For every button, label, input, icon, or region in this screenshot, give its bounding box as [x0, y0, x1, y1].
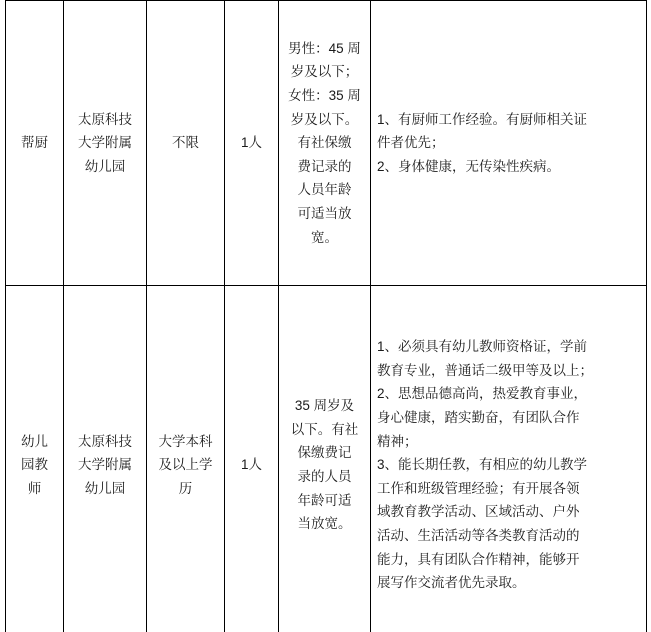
- cell-post: [6, 1, 64, 286]
- cell-post: [6, 286, 64, 632]
- cell-unit-line: 幼儿园: [84, 158, 126, 174]
- cell-number-line: 1人: [240, 457, 262, 473]
- cell-requirements-line: 1、有厨师工作经验。有厨师相关证: [377, 111, 588, 127]
- cell-requirements-line: 1、必须具有幼儿教师资格证，学前: [377, 339, 588, 355]
- cell-age-line: 岁及以下。: [290, 111, 359, 127]
- cell-age: [279, 1, 371, 286]
- cell-education-line: 历: [178, 480, 193, 496]
- cell-requirements-line: 件者优先；: [377, 135, 445, 151]
- cell-requirements-line: 工作和班级管理经验；有开展各领: [377, 480, 580, 496]
- cell-age: [279, 286, 371, 632]
- cell-age-line: 可适当放: [297, 206, 352, 222]
- cell-education-line: 及以上学: [158, 457, 213, 473]
- cell-unit: [64, 286, 147, 632]
- cell-age-line: 保缴费记: [297, 445, 352, 461]
- cell-requirements-line: 精神；: [377, 433, 418, 449]
- cell-education: [147, 1, 225, 286]
- cell-age-line: 费记录的: [297, 158, 352, 174]
- cell-age-line: 人员年龄: [297, 182, 352, 198]
- cell-unit-line: 幼儿园: [84, 480, 126, 496]
- cell-unit-line: 太原科技: [78, 433, 132, 449]
- cell-age-line: 女性：35 周: [288, 87, 361, 103]
- cell-post-line: 园教: [21, 457, 48, 473]
- cell-requirements-line: 3、能长期任教，有相应的幼儿教学: [377, 457, 588, 473]
- cell-age-line: 年龄可适: [297, 492, 352, 508]
- cell-unit: [64, 1, 147, 286]
- cell-education-line: 不限: [172, 135, 199, 151]
- cell-requirements-line: 活动、生活活动等各类教育活动的: [377, 528, 580, 544]
- cell-requirements-line: 能力，具有团队合作精神，能够开: [377, 551, 580, 567]
- cell-number: [225, 286, 279, 632]
- cell-education: [147, 286, 225, 632]
- recruitment-table: [5, 0, 647, 632]
- cell-requirements-line: 教育专业，普通话二级甲等及以上；: [377, 362, 593, 378]
- cell-unit-line: 太原科技: [78, 111, 132, 127]
- cell-requirements-line: 域教育教学活动、区域活动、户外: [377, 504, 580, 520]
- cell-unit-line: 大学附属: [78, 457, 132, 473]
- cell-number-line: 1人: [240, 135, 262, 151]
- cell-number: [225, 1, 279, 286]
- cell-age-line: 当放宽。: [297, 516, 352, 532]
- cell-requirements-line: 2、思想品德高尚，热爱教育事业，: [377, 386, 588, 402]
- cell-education-line: 大学本科: [158, 433, 213, 449]
- cell-post-line: 帮厨: [21, 135, 48, 151]
- cell-age-line: 录的人员: [297, 469, 352, 484]
- cell-age-line: 宽。: [311, 229, 338, 245]
- cell-post-line: 幼儿: [21, 433, 48, 449]
- cell-requirements-line: 展写作交流者优先录取。: [377, 575, 526, 591]
- cell-requirements-line: 身心健康，踏实勤奋，有团队合作: [377, 409, 580, 425]
- cell-age-line: 有社保缴: [297, 135, 352, 151]
- table-row: [6, 1, 647, 286]
- cell-post-line: 师: [27, 480, 42, 496]
- cell-requirements: [371, 1, 647, 286]
- cell-unit-line: 大学附属: [78, 135, 132, 151]
- cell-age-line: 以下。有社: [290, 421, 359, 437]
- cell-requirements: [371, 286, 647, 632]
- cell-requirements-line: 2、身体健康，无传染性疾病。: [377, 158, 561, 174]
- cell-age-line: 35 周岁及: [294, 398, 355, 414]
- cell-age-line: 岁及以下；: [290, 64, 359, 80]
- table-row: [6, 286, 647, 632]
- cell-age-line: 男性：45 周: [288, 40, 361, 56]
